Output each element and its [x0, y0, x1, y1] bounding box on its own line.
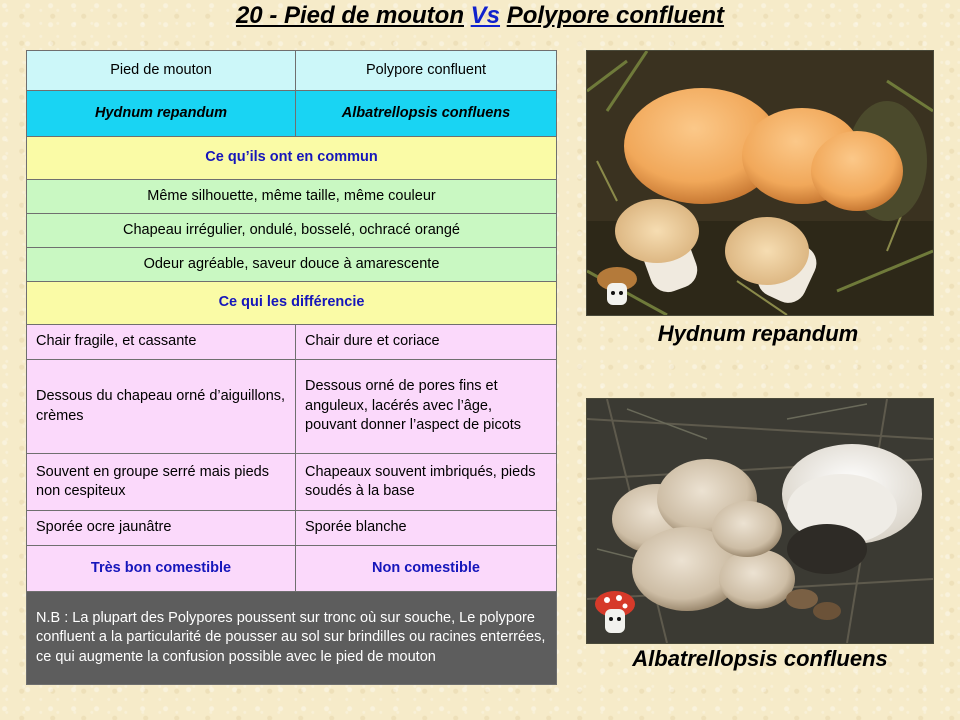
- diff-cell-left: Souvent en groupe serré mais pieds non cespiteux: [27, 454, 296, 511]
- common-heading: Ce qu’ils ont en commun: [27, 137, 557, 180]
- common-heading-row: [27, 137, 557, 180]
- diff-cell-left: Chair fragile, et cassante: [27, 325, 296, 360]
- page-title: [0, 2, 960, 30]
- hydnum-photo: [586, 50, 934, 316]
- common-row-text: Odeur agréable, saveur douce à amarescente: [27, 248, 557, 282]
- diff-cell-right: Chair dure et coriace: [296, 325, 557, 360]
- diff-cell-left: Sporée ocre jaunâtre: [27, 511, 296, 546]
- diff-cell-left: Dessous du chapeau orné d’aiguillons, crèmes: [27, 360, 296, 454]
- common-row: [27, 214, 557, 248]
- diff-cell-right: Chapeaux souvent imbriqués, pieds soudés à la base: [296, 454, 557, 511]
- title-main: 20 - Pied de mouton: [235, 2, 464, 29]
- note-text: N.B : La plupart des Polypores poussent sur tronc où sur souche, Le polypore confluent a la particularité de pousser au sol sur brindilles ou racines enterrées, ce qui augmente la confusion possible avec le pied de mouton: [27, 592, 557, 685]
- species-albatrellopsis: Albatrellopsis confluens: [296, 91, 557, 137]
- diff-row: [27, 360, 557, 454]
- species-row: [27, 91, 557, 137]
- header-polypore-confluent: Polypore confluent: [296, 51, 557, 91]
- title-rest: Polypore confluent: [506, 2, 725, 29]
- table-header-row: [27, 51, 557, 91]
- common-row: [27, 248, 557, 282]
- diff-row: [27, 454, 557, 511]
- comparison-table: [26, 50, 557, 685]
- species-hydnum: Hydnum repandum: [27, 91, 296, 137]
- diff-row: [27, 511, 557, 546]
- note-row: [27, 592, 557, 685]
- diff-heading: Ce qui les différencie: [27, 282, 557, 325]
- common-row-text: Même silhouette, même taille, même couleur: [27, 180, 557, 214]
- common-row-text: Chapeau irrégulier, ondulé, bosselé, ochracé orangé: [27, 214, 557, 248]
- hydnum-caption: Hydnum repandum: [657, 321, 859, 346]
- edibility-hydnum: Très bon comestible: [27, 546, 296, 592]
- albatrellopsis-caption: Albatrellopsis confluens: [632, 646, 888, 671]
- title-vs: Vs: [470, 2, 501, 29]
- albatrellopsis-photo: [586, 398, 934, 644]
- edibility-row: [27, 546, 557, 592]
- diff-cell-right: Dessous orné de pores fins et anguleux, lacérés avec l’âge, pouvant donner l’aspect de picots: [296, 360, 557, 454]
- edibility-albatrellopsis: Non comestible: [296, 546, 557, 592]
- diff-heading-row: [27, 282, 557, 325]
- diff-cell-right: Sporée blanche: [296, 511, 557, 546]
- diff-row: [27, 325, 557, 360]
- header-pied-de-mouton: Pied de mouton: [27, 51, 296, 91]
- common-row: [27, 180, 557, 214]
